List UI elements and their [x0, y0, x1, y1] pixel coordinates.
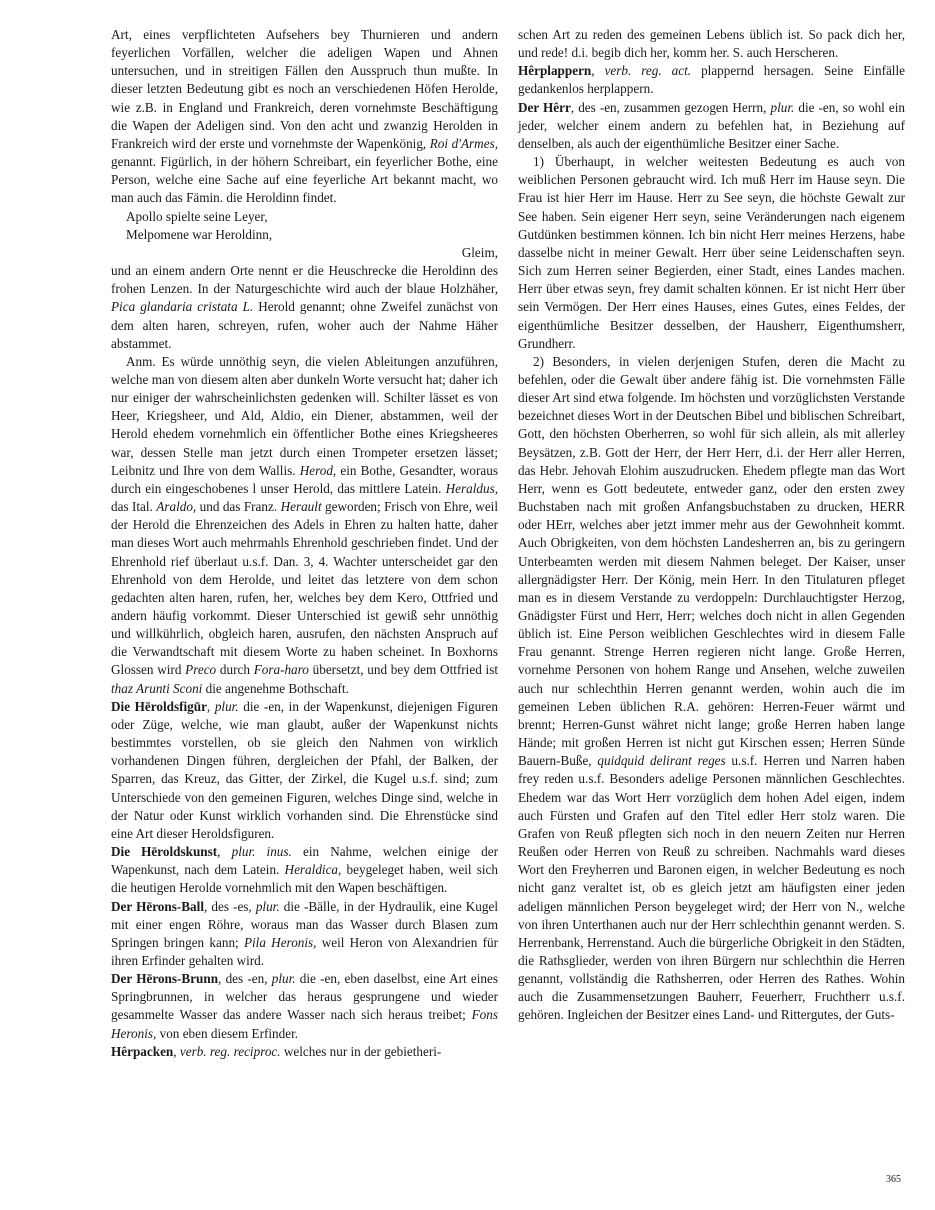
paragraph-herr-sense-2: 2) Besonders, in vielen derjenigen Stufen, deren die Macht zu befehlen, oder die Gewalt über andere fähig ist. Die vornehmsten Fälle dieser Art sind etwa folgende. Im höchsten und vorzüglichsten Verstande bezeichnet dieses Wort in der Deutschen Bibel und biblischen Schreibart, Gott, den höchsten Oberherren, so wohl für sich allein, als mit allerley Beysätzen, z.B. Gott der Herr, der Herr Herr, d.i. der Herr aller Herren, das Hebr. Jehovah Elohim auszudrucken. Ehedem pflegte man das Wort Herr, wenn es Gott bedeutete, entweder ganz, oder den ersten zwey Buchstaben nach mit großen Anfangsbuchstaben zu drucken, HERR oder HErr, welches aber jetzt immer mehr aus der Gewohnheit kommt. Auch Obrigkeiten, von dem höchsten Landesherren an, bis zu geringern Unterbeamten werden mit diesem Nahmen beleget. Der Kaiser, unser allergnädigster Herr. Der König, mein Herr. In den Titulaturen pfleget man es in diesem Verstande zu verdoppeln: Durchlauchtigster Herzog, Gnädigster Fürst und Herr, Herr; welches doch nicht in allen Gegenden üblich ist. Eine Person weiblichen Geschlechtes wird in diesem Falle Frau genannt. Strenge Herren regieren nicht lange. Große Herren, vornehme Personen von hohem Range und Ansehen, welche zuweilen auch nur schlechthin Herren genannt werden, wohin auch die im gemeinen Leben üblichen R.A. gehören: Herren-Feuer wärmt und brennt; Herren-Gunst währet nicht lange; große Herren haben lange Hände; mit großen Herren ist nicht gut Kirschen essen; Herren Sünde Bauern-Buße, quidquid delirant reges u.s.f. Herren und Narren haben frey reden u.s.f. Besonders adelige Personen männlichen Geschlechtes. Ehedem war das Wort Herr vorzüglich dem hohen Adel eigen, indem auch Fürsten und Grafen auf den Titel edler Herr stolz waren. Die Grafen von Reuß pflegten sich noch in den neuern Zeiten nur Herren Reußen oder Herren von Reuß zu schreiben. Nachmahls ward dieses Wort den Freyherren und Baronen eigen, in welcher Bedeutung es noch nicht ganz veraltet ist, ob es gleich jetzt am häufigsten einer jeden adeligen männlichen Person beygeleget wird; der Herr von N., welche von ihren Unterthanen auch nur der Herr schlechthin genannt werden. S. Herrenbank, Herrenstand. Auch die bürgerliche Obrigkeit in den Städten, die Rathsglieder, werden von ihren Bürgern nur schlechthin die Herren genannt, vollständig die Rathsherren, oder Herren des Rathes. Wohin auch die Zusammensetzungen Bauherr, Feuerherr, Fruchtherr u.s.f. gehören. Ingleichen der Besitzer eines Land- und Rittergutes, der Guts- [518, 353, 905, 1023]
verse-line: Melpomene war Heroldinn, [126, 226, 273, 242]
headword: Der Hērons-Ball [111, 898, 204, 914]
paragraph-herr-sense-1: 1) Überhaupt, in welcher weitesten Bedeutung es auch von weiblichen Personen gebraucht wird. Ich muß Herr im Hause seyn. Die Frau ist hier Herr im Hause. Herr zu See seyn, die höchste Gewalt zur See haben. Sein eigener Herr seyn, seine Veränderungen nach eigenem Gutdünken bestimmen können. Ich bin nicht Herr meines Herzens, habe dasselbe nicht in meiner Gewalt. Herr über seine Leidenschaften seyn. Sich zum Herren seiner Begierden, einer Stadt, eines Landes machen. Herr über etwas seyn, frey damit schalten können. Er ist nicht Herr über sein Vermögen. Der Herr eines Hauses, eines Gutes, eines Feldes, der eigenthümliche Besitzer desselben, der Hausherr, Eigenthumsherr, Grundherr. [518, 154, 905, 351]
entry-herons-ball: Der Hērons-Ball, des -es, plur. die -Bälle, in der Hydraulik, eine Kugel mit einer engen Röhre, woraus man das Wasser durch Blasen zum Springen bringen kann; Pila Heronis, weil Heron von Alexandrien für ihren Erfinder gehalten wird. [111, 898, 498, 968]
left-column [111, 26, 498, 1061]
paragraph-heroldinn: und an einem andern Orte nennt er die Heuschrecke die Heroldinn des frohen Lenzen. In der Naturgeschichte wird auch der blaue Holzhäher, Pica glandaria cristata L. Herold genannt; ohne Zweifel zunächst von dem alten haren, schreyen, rufen, woher auch der Nahme Häher abstammet. [111, 263, 498, 351]
entry-herplappern: Hêrplappern, verb. reg. act. plappernd hersagen. Seine Einfälle gedankenlos herplappern. [518, 63, 905, 97]
headword: Hêrplappern [518, 63, 592, 79]
entry-heroldskunst: Die Hēroldskunst, plur. inus. ein Nahme, welchen einige der Wapenkunst, nach dem Latein. Heraldica, beygeleget haben, weil sich die heutigen Herolde vornehmlich mit den Wapen beschäftigen. [111, 844, 498, 896]
paragraph-herold-definition: Art, eines verpflichteten Aufsehers bey Thurnieren und andern feyerlichen Vorfällen, welcher die adeligen Wapen und Ahnen untersuchen, und in streitigen Fällen den Ausspruch thun mußte. In dieser letzten Bedeutung gibt es noch an verschiedenen Höfen Herolde, wie z.B. in England und Frankreich, deren vornehmste Beschäftigung die Wapen der Adeligen sind. Von den acht und zwanzig Herolden in Frankreich wird der erste und vornehmste der Wapenkönig, Roi d'Armes, genannt. Figürlich, in der höhern Schreibart, ein feyerlicher Bothe, eine Person, welche eine Sache auf eine feyerliche Art bekannt macht, wo man auch das Fämin. die Heroldinn findet. [111, 27, 498, 206]
headword: Der Hêrr [518, 99, 571, 115]
headword: Die Hēroldskunst [111, 844, 218, 860]
headword: Der Hērons-Brunn [111, 971, 219, 987]
right-column [518, 26, 905, 1025]
entry-herpacken: Hêrpacken, verb. reg. reciproc. welches nur in der gebietheri- [111, 1043, 442, 1059]
headword: Die Hēroldsfigūr [111, 698, 207, 714]
entry-heroldsfigur: Die Hēroldsfigūr, plur. die -en, in der Wapenkunst, diejenigen Figuren oder Züge, welche, wie man glaubt, außer der Wapenkunst nichts bestimmtes vorstellen, ob sie gleich den Nahmen von wirklich vorhandenen Dingen führen, dergleichen der Pfahl, der Balken, der Sparren, das Kreuz, das Gitter, der Zirkel, die Kugel u.s.f. sind; zum Unterschiede von den gemeinen Figuren, welches Dinge sind, welche in der Natur oder Kunst wirklich vorhanden sind. Die Ehrenstücke sind eine Art dieser Heroldsfiguren. [111, 698, 498, 841]
headword: Hêrpacken [111, 1043, 174, 1059]
entry-herons-brunn: Der Hērons-Brunn, des -en, plur. die -en, eben daselbst, eine Art eines Springbrunnen, in welcher das heraus gesprungene und wieder gesammelte Wasser das andere Wasser nach sich heraus treibet; Fons Heronis, von eben diesem Erfinder. [111, 971, 498, 1041]
page-number: 365 [886, 1174, 901, 1185]
entry-herpacken-continued: schen Art zu reden des gemeinen Lebens üblich ist. So pack dich her, und rede! d.i. begib dich her, komm her. S. auch Herscheren. [518, 27, 905, 61]
verse-line: Apollo spielte seine Leyer, [126, 208, 268, 224]
entry-herr: Der Hêrr, des -en, zusammen gezogen Herrn, plur. die -en, so wohl ein jeder, welcher einem andern zu befehlen hat, in Beziehung auf denselben, als auch der eigenthümliche Besitzer einer Sache. [518, 99, 905, 151]
paragraph-anmerkung: Anm. Es würde unnöthig seyn, die vielen Ableitungen anzuführen, welche man von diesem alten aber dunkeln Worte versucht hat; daher ich nur einiger der wahrscheinlichsten gedenken will. Schilter lässet es von Heer, Kriegsheer, und Ald, Aldio, ein Diener, abstammen, weil der Herold ehedem vornehmlich ein öffentlicher Bothe eines Kriegsheeres war, dessen Stelle man jetzt durch einen Trompeter ersetzen lässet; Leibnitz und Ihre von dem Wallis. Herod, ein Bothe, Gesandter, woraus durch ein eingeschobenes l unser Herold, das mittlere Latein. Heraldus, das Ital. Araldo, und das Franz. Herault geworden; Frisch von Ehre, weil der Herold die Ehrenzeichen des Adels in Ehren zu halten hatte, daher man dieses Wort auch mehrmahls Ehrenhold geschrieben findet. Und der Ehrenhold rief überlaut u.s.f. Dan. 3, 4. Wachter unterscheidet gar den Ehrenhold von dem Herolde, und leitet das letztere von dem schon gedachten alten haren, rufen, her, welches bey dem Kero, Ottfried und andern häufig vorkommt. Dieser Unterschied ist gewiß sehr unnöthig und willkührlich, obgleich haren, ausrufen, den nächsten Anspruch auf die Verwandtschaft mit diesem Worte zu haben scheinet. In Boxhorns Glossen wird Preco durch Fora-haro übersetzt, und bey dem Ottfried ist thaz Arunti Sconi die angenehme Bothschaft. [111, 353, 498, 696]
quote-attribution: Gleim, [461, 244, 498, 260]
